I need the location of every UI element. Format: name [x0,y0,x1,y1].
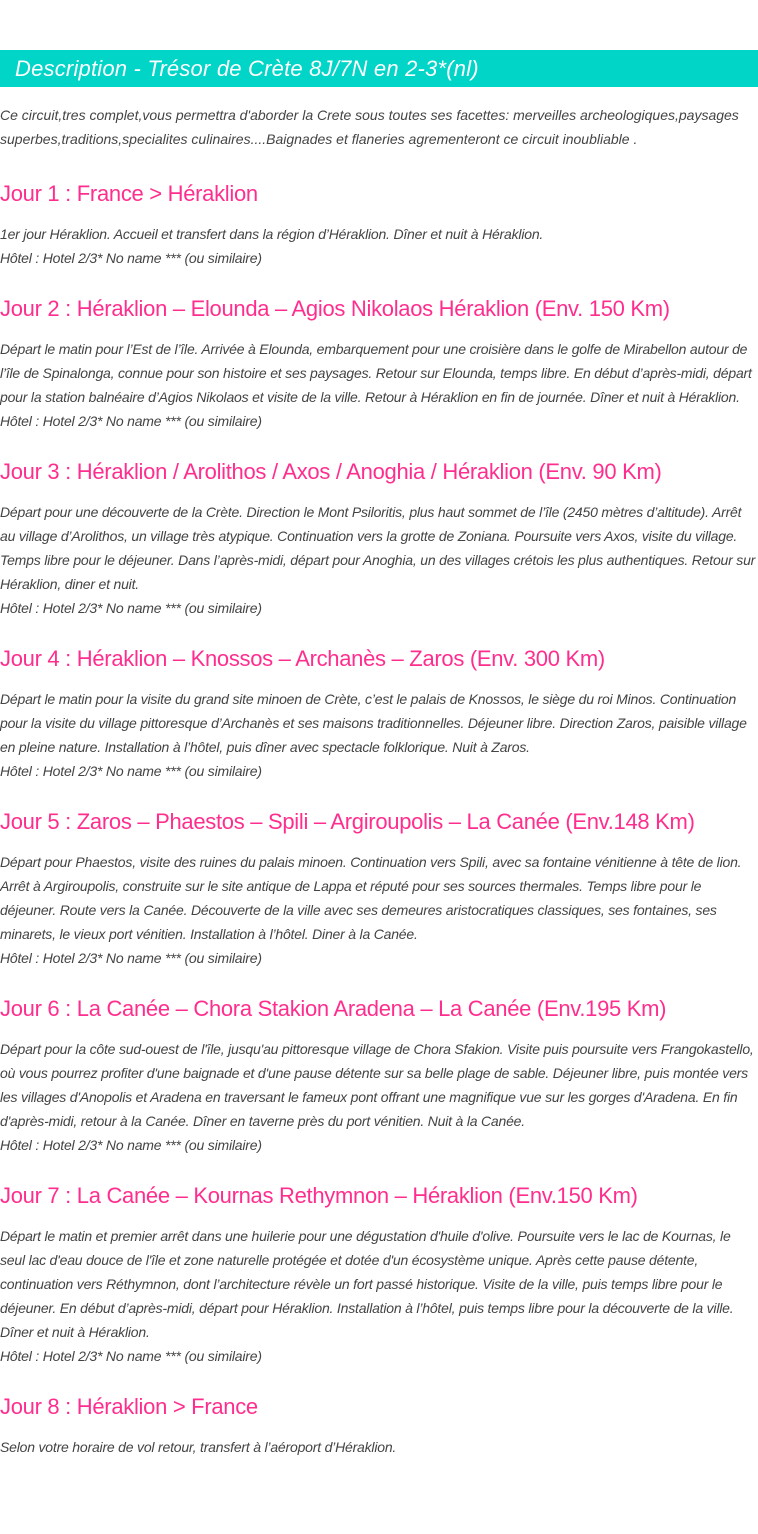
day-description [0,222,758,270]
day-description [0,1224,758,1368]
day-text: Départ pour la côte sud-ouest de l'île, jusqu'au pittoresque village de Chora Sfakion. Visite puis poursuite vers Frangokastello, où vous pourrez profiter d'une baignade et d'une pause détente sur sa belle plage de sable. Déjeuner libre, puis montée vers les villages d'Anopolis et Aradena en traversant le fameux pont offrant une magnifique vue sur les gorges d'Aradena. En fin d'après-midi, retour à la Canée. Dîner en taverne près du port vénitien. Nuit à la Canée. [0,1041,754,1129]
day-description [0,687,758,783]
day-title: Jour 6 : La Canée – Chora Stakion Aradena – La Canée (Env.195 Km) [0,996,667,1021]
day-section [0,991,758,1157]
day-hotel: Hôtel : Hotel 2/3* No name *** (ou similaire) [0,763,262,779]
day-hotel: Hôtel : Hotel 2/3* No name *** (ou similaire) [0,1137,262,1153]
intro-text: Ce circuit,tres complet,vous permettra d'aborder la Crete sous toutes ses facettes: merveilles archeologiques,paysages superbes,traditions,specialites culinaires....Baignades et flaneries agrementeront ce circuit inoubliable . [0,107,739,147]
day-hotel: Hôtel : Hotel 2/3* No name *** (ou similaire) [0,600,262,616]
day-text: Selon votre horaire de vol retour, transfert à l’aéroport d’Héraklion. [0,1439,397,1455]
day-hotel: Hôtel : Hotel 2/3* No name *** (ou similaire) [0,950,262,966]
day-description [0,1435,758,1459]
day-hotel: Hôtel : Hotel 2/3* No name *** (ou similaire) [0,413,262,429]
day-section [0,454,758,620]
page-title: Description - Trésor de Crète 8J/7N en 2-3*(nl) [15,55,479,81]
day-section [0,176,758,270]
day-section [0,804,758,970]
day-section [0,641,758,783]
day-title: Jour 3 : Héraklion / Arolithos / Axos / Anoghia / Héraklion (Env. 90 Km) [0,459,662,484]
day-description [0,337,758,433]
day-description [0,1037,758,1157]
day-hotel: Hôtel : Hotel 2/3* No name *** (ou similaire) [0,250,262,266]
day-title: Jour 8 : Héraklion > France [0,1394,258,1419]
day-title: Jour 7 : La Canée – Kournas Rethymnon – Héraklion (Env.150 Km) [0,1183,638,1208]
description-banner [0,50,758,87]
day-text: Départ pour Phaestos, visite des ruines du palais minoen. Continuation vers Spili, avec sa fontaine vénitienne à tête de lion. Arrêt à Argiroupolis, construite sur le site antique de Lappa et réputé pour ses sources thermales. Temps libre pour le déjeuner. Route vers la Canée. Découverte de la ville avec ses demeures aristocratiques classiques, ses fontaines, ses minarets, le vieux port vénitien. Installation à l’hôtel. Diner à la Canée. [0,854,742,942]
itinerary [0,176,758,1480]
day-section [0,291,758,433]
day-title: Jour 2 : Héraklion – Elounda – Agios Nikolaos Héraklion (Env. 150 Km) [0,296,670,321]
day-text: Départ le matin pour l’Est de l’île. Arrivée à Elounda, embarquement pour une croisière dans le golfe de Mirabellon autour de l’île de Spinalonga, connue pour son histoire et ses paysages. Retour sur Elounda, temps libre. En début d’après-midi, départ pour la station balnéaire d’Agios Nikolaos et visite de la ville. Retour à Héraklion en fin de journée. Dîner et nuit à Héraklion. [0,341,752,405]
day-text: 1er jour Héraklion. Accueil et transfert dans la région d’Héraklion. Dîner et nuit à Héraklion. [0,226,544,242]
day-description [0,500,758,620]
day-text: Départ pour une découverte de la Crète. Direction le Mont Psiloritis, plus haut sommet de l’île (2450 mètres d’altitude). Arrêt au village d’Arolithos, un village très atypique. Continuation vers la grotte de Zoniana. Poursuite vers Axos, visite du village. Temps libre pour le déjeuner. Dans l’après-midi, départ pour Anoghia, un des villages crétois les plus authentiques. Retour sur Héraklion, diner et nuit. [0,504,756,592]
day-section [0,1389,758,1459]
day-text: Départ le matin et premier arrêt dans une huilerie pour une dégustation d'huile d'olive. Poursuite vers le lac de Kournas, le seul lac d'eau douce de l'île et zone naturelle protégée et dotée d'un écosystème unique. Après cette pause détente, continuation vers Réthymnon, dont l’architecture révèle un fort passé historique. Visite de la ville, puis temps libre pour le déjeuner. En début d’après-midi, départ pour Héraklion. Installation à l’hôtel, puis temps libre pour la découverte de la ville. Dîner et nuit à Héraklion. [0,1228,734,1340]
day-text: Départ le matin pour la visite du grand site minoen de Crète, c’est le palais de Knossos, le siège du roi Minos. Continuation pour la visite du village pittoresque d’Archanès et ses maisons traditionnelles. Déjeuner libre. Direction Zaros, paisible village en pleine nature. Installation à l’hôtel, puis dîner avec spectacle folklorique. Nuit à Zaros. [0,691,747,755]
day-description [0,850,758,970]
day-title: Jour 5 : Zaros – Phaestos – Spili – Argiroupolis – La Canée (Env.148 Km) [0,809,695,834]
day-hotel: Hôtel : Hotel 2/3* No name *** (ou similaire) [0,1348,262,1364]
day-title: Jour 1 : France > Héraklion [0,181,258,206]
day-title: Jour 4 : Héraklion – Knossos – Archanès – Zaros (Env. 300 Km) [0,646,605,671]
day-section [0,1178,758,1368]
